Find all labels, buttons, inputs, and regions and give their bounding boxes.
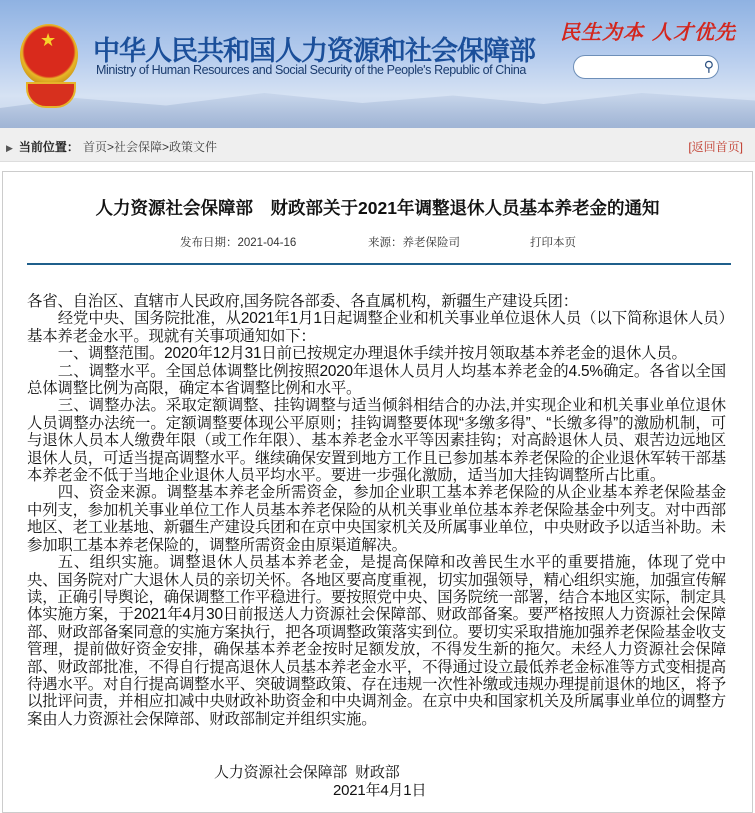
breadcrumb-home[interactable]: 首页 [82, 140, 107, 154]
article-container [2, 171, 753, 813]
site-title-cn[interactable]: 中华人民共和国人力资源和社会保障部 [93, 36, 535, 66]
triangle-right-icon: ▶ [6, 143, 13, 153]
sign-date: 2021年4月1日 [333, 781, 427, 799]
site-header [0, 0, 755, 128]
print-page-link[interactable]: 打印本页 [530, 237, 576, 249]
breadcrumb-policy-docs[interactable]: 政策文件 [169, 140, 218, 154]
back-home-link[interactable]: [返回首页] [688, 140, 743, 154]
paragraph: 一、调整范围。2020年12月31日前已按规定办理退休手续并按月领取基本养老金的退休人员。 [57, 345, 687, 363]
search-input[interactable] [573, 55, 719, 79]
divider [27, 263, 731, 265]
breadcrumb-separator: > [161, 140, 169, 154]
search-icon[interactable]: ⚲ [703, 58, 714, 74]
article-source: 来源：养老保险司 [368, 237, 460, 249]
salutation: 各省、自治区、直辖市人民政府,国务院各部委、各直属机构，新疆生产建设兵团： [27, 293, 578, 310]
slogan: 民生为本 人才优先 [560, 20, 736, 44]
breadcrumb-label: 当前位置： [18, 140, 79, 154]
breadcrumb-bar [0, 128, 755, 162]
paragraph: 经党中央、国务院批准，从2021年1月1日起调整企业和机关事业单位退休人员（以下简称退休人员）基本养老金水平。现就有关事项通知如下： [27, 310, 726, 345]
signature: 人力资源社会保障部 财政部 [214, 764, 400, 782]
breadcrumb-social-security[interactable]: 社会保障 [113, 140, 162, 154]
paragraph: 三、调整办法。采取定额调整、挂钩调整与适当倾斜相结合的办法,并实现企业和机关事业单位退休人员调整办法统一。定额调整要体现公平原则；挂钩调整要体现“多缴多得”、“长缴多得”的激励机制，可与退休人员本人缴费年限（或工作年限）、基本养老金水平等因素挂钩；对高龄退休人员、艰苦边远地区退休人员，可适当提高调整水平。继续确保安置到地方工作且已参加基本养老保险的企业退休军转干部基本养老金不低于当地企业退休人员平均水平。要进一步强化激励，适当加大挂钩调整所占比重。 [27, 397, 726, 485]
paragraph: 四、资金来源。调整基本养老金所需资金，参加企业职工基本养老保险的从企业基本养老保险基金中列支，参加机关事业单位工作人员基本养老保险的从机关事业单位基本养老保险基金中列支。对中西部地区、老工业基地、新疆生产建设兵团和在京中央国家机关及所属事业单位，中央财政予以适当补助。未参加职工基本养老保险的，调整所需资金由原渠道解决。 [27, 484, 726, 554]
publish-date: 发布日期：2021-04-16 [180, 237, 297, 249]
breadcrumb-separator: > [106, 140, 114, 154]
site-title-en: Ministry of Human Resources and Social Security of the People's Republic of China [96, 63, 526, 77]
national-emblem-icon[interactable]: ★ [20, 24, 78, 118]
paragraph: 二、调整水平。全国总体调整比例按照2020年退休人员月人均基本养老金的4.5%确定。各省以全国总体调整比例为高限，确定本省调整比例和水平。 [27, 362, 726, 398]
article-body [27, 293, 726, 799]
article-title: 人力资源社会保障部 财政部关于2021年调整退休人员基本养老金的通知 [95, 198, 660, 218]
paragraph: 五、组织实施。调整退休人员基本养老金，是提高保障和改善民生水平的重要措施，体现了党中央、国务院对广大退休人员的亲切关怀。各地区要高度重视，切实加强领导，精心组织实施，加强宣传解读，正确引导舆论，确保调整工作平稳进行。要按照党中央、国务院统一部署，结合本地区实际，制定具体实施方案，于2021年4月30日前报送人力资源社会保障部、财政部备案。要严格按照人力资源社会保障部、财政部备案同意的实施方案执行，把各项调整政策落实到位。要切实采取措施加强养老保险基金收支管理，提前做好资金安排，确保基本养老金按时足额发放，不得发生新的拖欠。未经人力资源社会保障部、财政部批准，不得自行提高退休人员基本养老金水平，不得通过设立最低养老金标准等方式变相提高待遇水平。对自行提高调整水平、突破调整政策、存在违规一次性补缴或违规办理提前退休的地区，将予以批评问责，并相应扣减中央财政补助资金和中央调剂金。在京中央和国家机关及所属事业单位的调整方案由人力资源社会保障部、财政部制定并组织实施。 [27, 554, 726, 728]
breadcrumb [6, 138, 217, 155]
mountain-background [0, 78, 755, 128]
